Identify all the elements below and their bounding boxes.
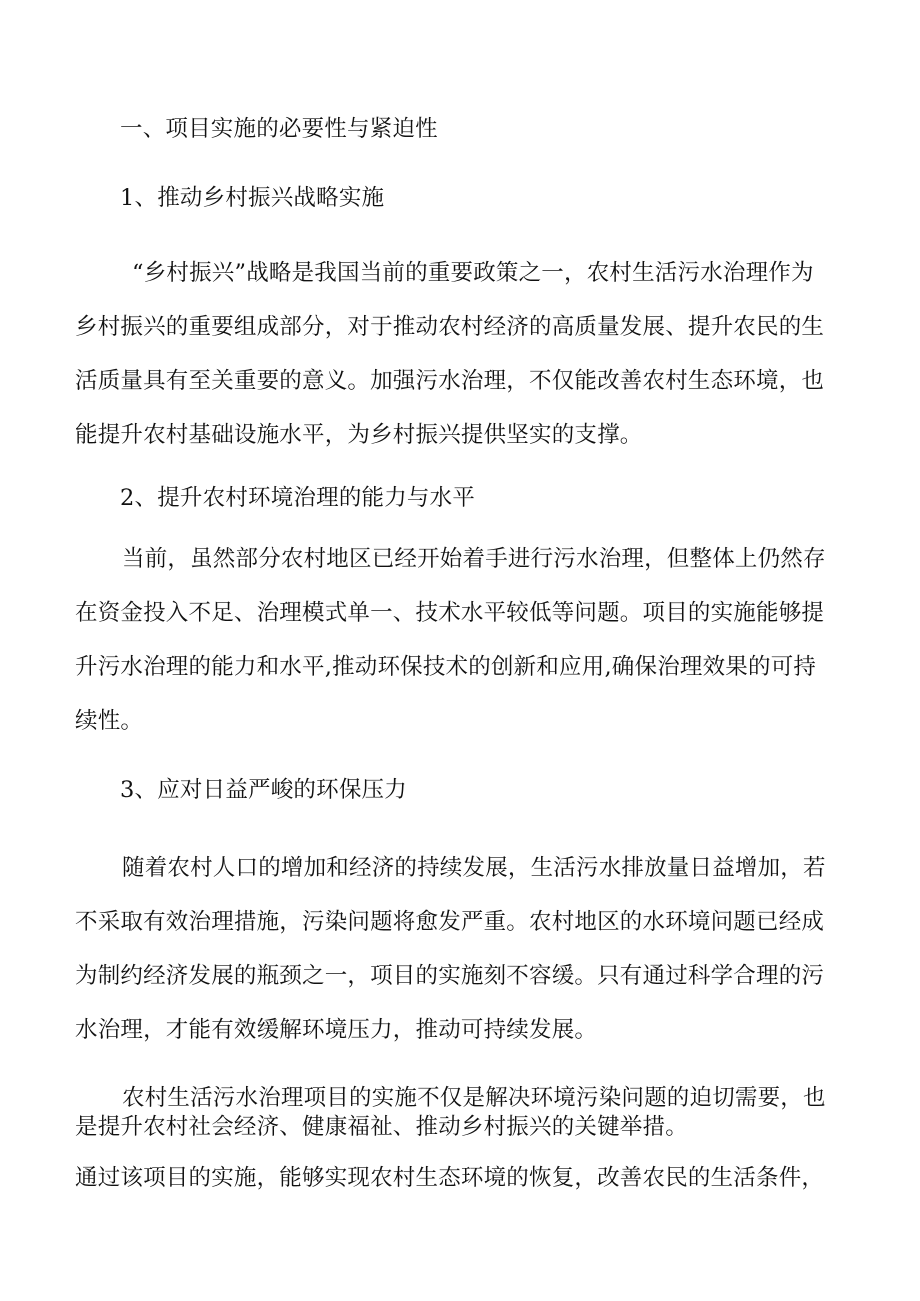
paragraph-3-line-3: 为制约经济发展的瓶颈之一，项目的实施刻不容缓。只有通过科学合理的污 (75, 963, 825, 989)
section-title: 一、项目实施的必要性与紧迫性 (120, 116, 438, 142)
conclusion-line-3: 通过该项目的实施，能够实现农村生态环境的恢复，改善农民的生活条件， (75, 1165, 825, 1191)
subsection-heading-3: 3、应对日益严峻的环保压力 (120, 777, 407, 803)
paragraph-2-line-1: 当前，虽然部分农村地区已经开始着手进行污水治理，但整体上仍然存 (122, 546, 826, 572)
paragraph-1-line-3: 活质量具有至关重要的意义。加强污水治理，不仅能改善农村生态环境，也 (75, 368, 825, 394)
paragraph-3-line-4: 水治理，才能有效缓解环境压力，推动可持续发展。 (75, 1017, 598, 1043)
paragraph-3-line-1: 随着农村人口的增加和经济的持续发展，生活污水排放量日益增加，若 (122, 855, 826, 881)
conclusion-line-1: 农村生活污水治理项目的实施不仅是解决环境污染问题的迫切需要，也 (122, 1085, 826, 1111)
paragraph-2-line-3: 升污水治理的能力和水平,推动环保技术的创新和应用,确保治理效果的可持 (75, 654, 817, 680)
paragraph-1-line-4: 能提升农村基础设施水平，为乡村振兴提供坚实的支撑。 (75, 422, 643, 448)
paragraph-1-line-2: 乡村振兴的重要组成部分，对于推动农村经济的高质量发展、提升农民的生 (75, 314, 825, 340)
conclusion-line-2: 是提升农村社会经济、健康福祉、推动乡村振兴的关键举措。 (75, 1114, 688, 1140)
paragraph-3-line-2: 不采取有效治理措施，污染问题将愈发严重。农村地区的水环境问题已经成 (75, 909, 825, 935)
paragraph-2-line-4: 续性。 (75, 708, 144, 734)
subsection-heading-2: 2、提升农村环境治理的能力与水平 (120, 485, 476, 511)
paragraph-1-line-1: “乡村振兴”战略是我国当前的重要政策之一，农村生活污水治理作为 (132, 260, 814, 286)
paragraph-2-line-2: 在资金投入不足、治理模式单一、技术水平较低等问题。项目的实施能够提 (75, 600, 825, 626)
subsection-heading-1: 1、推动乡村振兴战略实施 (120, 185, 385, 211)
